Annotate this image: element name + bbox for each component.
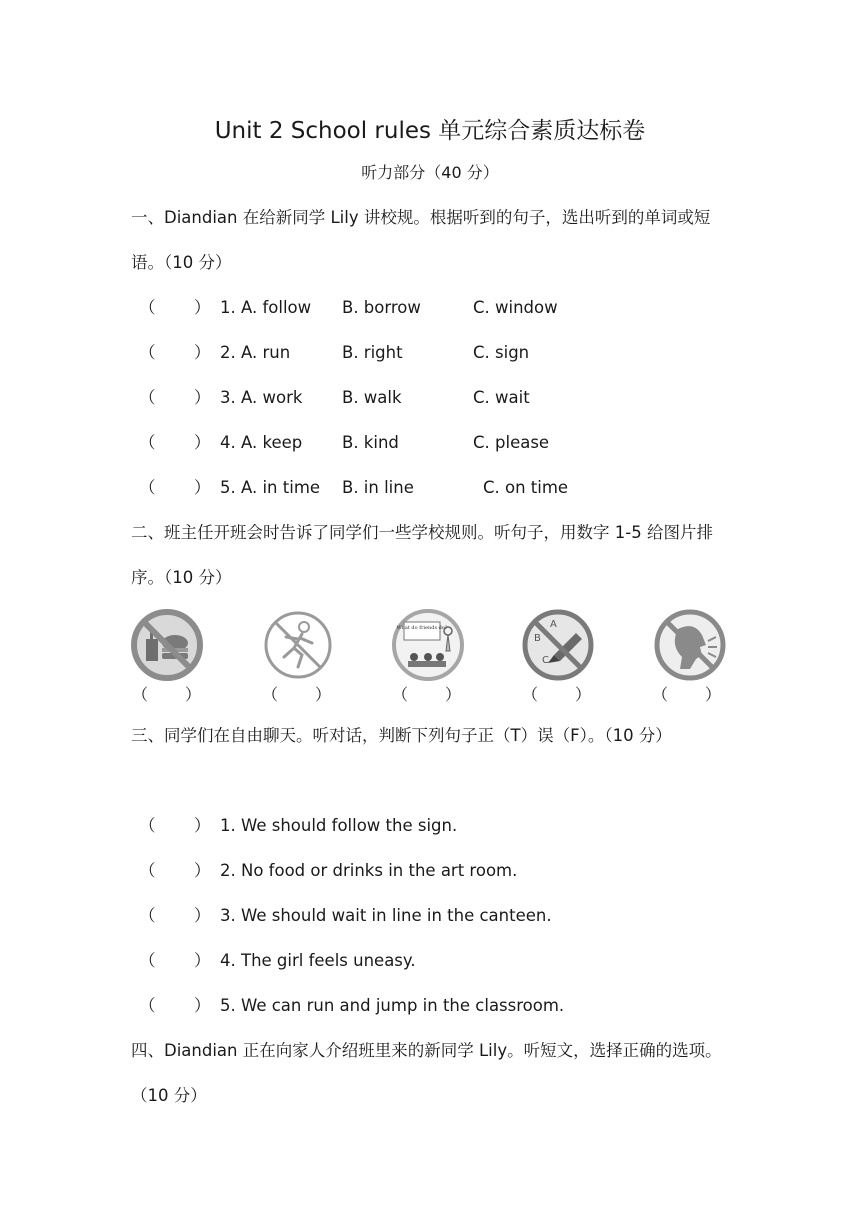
- answer-bracket-open: （: [139, 816, 156, 835]
- answer-bracket-open: （: [652, 685, 669, 704]
- no-running-icon: [258, 605, 338, 685]
- board-text: What do friends do?: [396, 625, 448, 631]
- answer-bracket-open: （: [139, 388, 156, 407]
- answer-bracket-open: （: [132, 685, 149, 704]
- answer-bracket-close: ）: [194, 996, 211, 1015]
- answer-bracket-close: ）: [185, 685, 202, 704]
- answer-bracket-open: （: [139, 478, 156, 497]
- no-food-icon: [127, 605, 207, 685]
- option-c: C. on time: [483, 478, 569, 497]
- option-a: 3. A. work: [220, 388, 303, 407]
- statement-text: 5. We can run and jump in the classroom.: [220, 996, 565, 1015]
- option-c: C. sign: [473, 343, 530, 362]
- answer-bracket-close: ）: [194, 388, 211, 407]
- section1-instruction: 一、Diandian 在给新同学 Lily 讲校规。根据听到的句子，选出听到的单词或短语。（10 分）: [131, 208, 711, 272]
- letter-a: A: [550, 619, 557, 630]
- answer-bracket-open: （: [139, 298, 156, 317]
- answer-bracket-open: （: [139, 861, 156, 880]
- answer-bracket-close: ）: [315, 685, 332, 704]
- answer-bracket-open: （: [139, 433, 156, 452]
- statement-text: 2. No food or drinks in the art room.: [220, 861, 518, 880]
- option-a: 1. A. follow: [220, 298, 312, 317]
- answer-bracket-close: ）: [194, 433, 211, 452]
- answer-bracket-close: ）: [194, 343, 211, 362]
- answer-bracket-open: （: [392, 685, 409, 704]
- section3-instruction: 三、同学们在自由聊天。听对话，判断下列句子正（T）误（F）。（10 分）: [131, 726, 672, 745]
- option-a: 2. A. run: [220, 343, 291, 362]
- option-b: B. right: [342, 343, 403, 362]
- answer-bracket-open: （: [139, 996, 156, 1015]
- statement-text: 3. We should wait in line in the canteen.: [220, 906, 552, 925]
- option-c: C. please: [473, 433, 550, 452]
- page-title: Unit 2 School rules 单元综合素质达标卷: [214, 118, 646, 144]
- answer-bracket-open: （: [139, 343, 156, 362]
- answer-bracket-close: ）: [705, 685, 722, 704]
- answer-bracket-open: （: [262, 685, 279, 704]
- letter-b: B: [534, 633, 541, 644]
- answer-bracket-close: ）: [194, 906, 211, 925]
- no-writing-icon: [518, 605, 598, 685]
- answer-bracket-open: （: [522, 685, 539, 704]
- answer-bracket-open: （: [139, 906, 156, 925]
- option-b: B. kind: [342, 433, 399, 452]
- option-c: C. wait: [473, 388, 530, 407]
- answer-bracket-close: ）: [445, 685, 462, 704]
- option-a: 5. A. in time: [220, 478, 321, 497]
- answer-bracket-close: ）: [194, 951, 211, 970]
- answer-bracket-close: ）: [194, 298, 211, 317]
- letter-c: C: [542, 655, 549, 666]
- answer-bracket-close: ）: [575, 685, 592, 704]
- answer-bracket-close: ）: [194, 816, 211, 835]
- classroom-sign-icon: [388, 605, 468, 685]
- option-b: B. in line: [342, 478, 414, 497]
- statement-text: 1. We should follow the sign.: [220, 816, 458, 835]
- section4-instruction: 四、Diandian 正在向家人介绍班里来的新同学 Lily。听短文，选择正确的选项。（10 分）: [131, 1041, 722, 1105]
- answer-bracket-close: ）: [194, 478, 211, 497]
- answer-bracket-close: ）: [194, 861, 211, 880]
- statement-text: 4. The girl feels uneasy.: [220, 951, 416, 970]
- section2-instruction: 二、班主任开班会时告诉了同学们一些学校规则。听句子，用数字 1-5 给图片排序。（10 分）: [131, 523, 713, 587]
- option-a: 4. A. keep: [220, 433, 303, 452]
- option-b: B. borrow: [342, 298, 421, 317]
- option-c: C. window: [473, 298, 558, 317]
- no-shouting-icon: [650, 605, 730, 685]
- answer-bracket-open: （: [139, 951, 156, 970]
- option-b: B. walk: [342, 388, 402, 407]
- page-subtitle: 听力部分（40 分）: [361, 163, 499, 182]
